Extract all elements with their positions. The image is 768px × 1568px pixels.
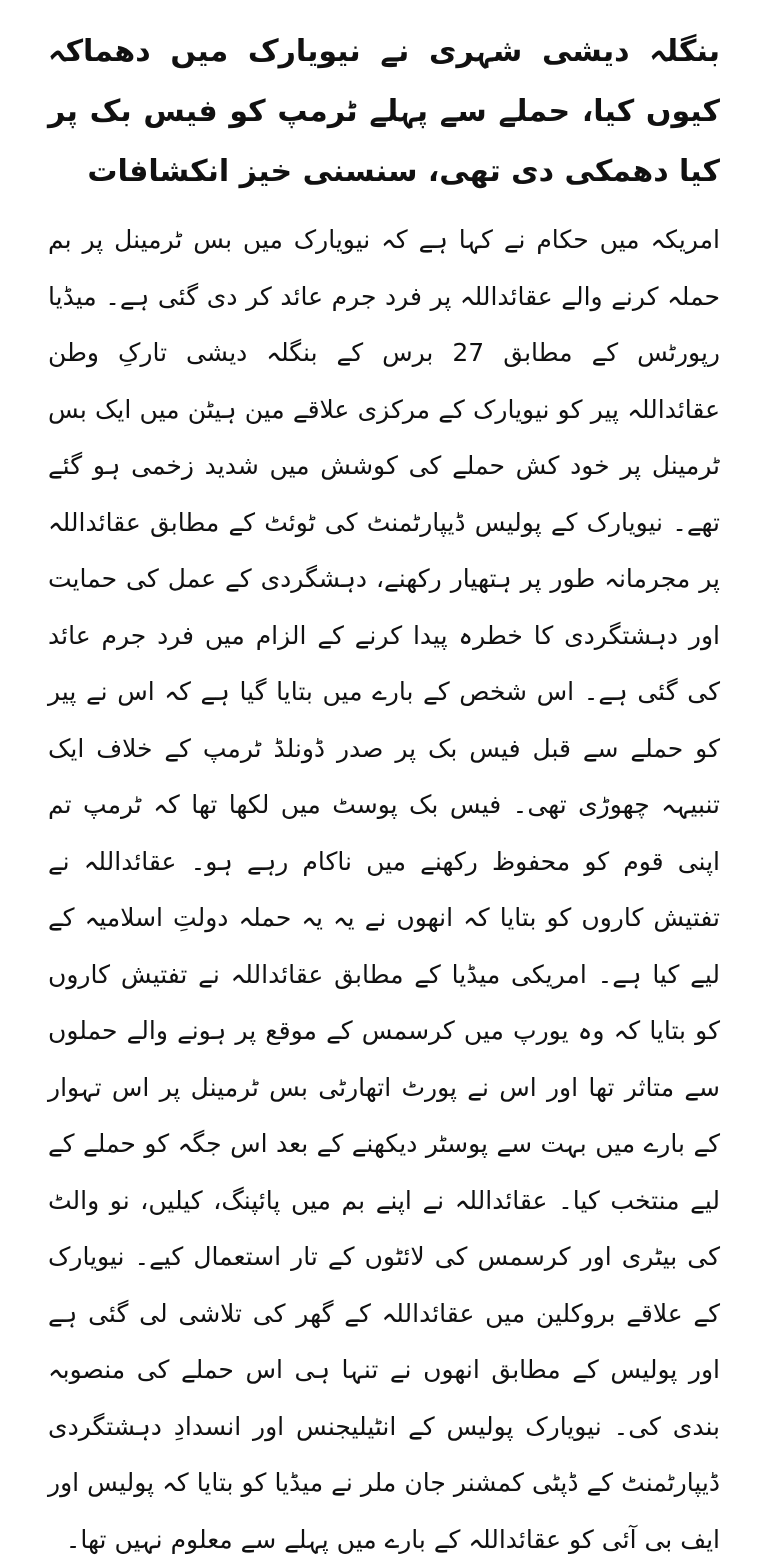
article-headline: بنگلہ دیشی شہری نے نیویارک میں دھماکہ کیوں کیا، حملے سے پہلے ٹرمپ کو فیس بک پر کیا دھمکی دی تھی، سنسنی خیز انکشافات bbox=[48, 34, 720, 189]
article-body: امریکہ میں حکام نے کہا ہے کہ نیویارک میں بس ٹرمینل پر بم حملہ کرنے والے عقائداللہ پر فرد جرم عائد کر دی گئی ہے۔ میڈیا رپورٹس کے مطابق 27 برس کے بنگلہ دیشی تارکِ وطن عقائداللہ پیر کو نیویارک کے مرکزی علاقے مین ہیٹن میں ایک بس ٹرمینل پر خود کش حملے کی کوشش میں شدید زخمی ہو گئے تھے۔ نیویارک کے پولیس ڈیپارٹمنٹ کی ٹوئٹ کے مطابق عقائداللہ پر مجرمانہ طور پر ہتھیار رکھنے، دہشگردی کے عمل کی حمایت اور دہشتگردی کا خطرہ پیدا کرنے کے الزام میں فرد جرم عائد کی گئی ہے۔ اس شخص کے بارے میں بتایا گیا ہے کہ اس نے پیر کو حملے سے قبل فیس بک پر صدر ڈونلڈ ٹرمپ کے خلاف ایک تنبیہہ چھوڑی تھی۔ فیس بک پوسٹ میں لکھا تھا کہ ٹرمپ تم اپنی قوم کو محفوظ رکھنے میں ناکام رہے ہو۔ عقائداللہ نے تفتیش کاروں کو بتایا کہ انھوں نے یہ یہ حملہ دولتِ اسلامیہ کے لیے کیا ہے۔ امریکی میڈیا کے مطابق عقائداللہ نے تفتیش کاروں کو بتایا کہ وہ یورپ میں کرسمس کے موقع پر ہونے والے حملوں سے متاثر تھا اور اس نے پورٹ اتھارٹی بس ٹرمینل پر اس تہوار کے بارے میں بہت سے پوسٹر دیکھنے کے بعد اس جگہ کو حملے کے لیے منتخب کیا۔ عقائداللہ نے اپنے بم میں پائپنگ، کیلیں، نو والٹ کی بیٹری اور کرسمس کی لائٹوں کے تار استعمال کیے۔ نیویارک کے علاقے بروکلین میں عقائداللہ کے گھر کی تلاشی لی گئی ہے اور پولیس کے مطابق انھوں نے تنہا ہی اس حملے کی منصوبہ بندی کی۔ نیویارک پولیس کے انٹیلیجنس اور انسدادِ دہشتگردی ڈیپارٹمنٹ کے ڈپٹی کمشنر جان ملر نے میڈیا کو بتایا کہ پولیس اور ایف بی آئی کو عقائداللہ کے بارے میں پہلے سے معلوم نہیں تھا۔ bbox=[48, 225, 720, 1554]
